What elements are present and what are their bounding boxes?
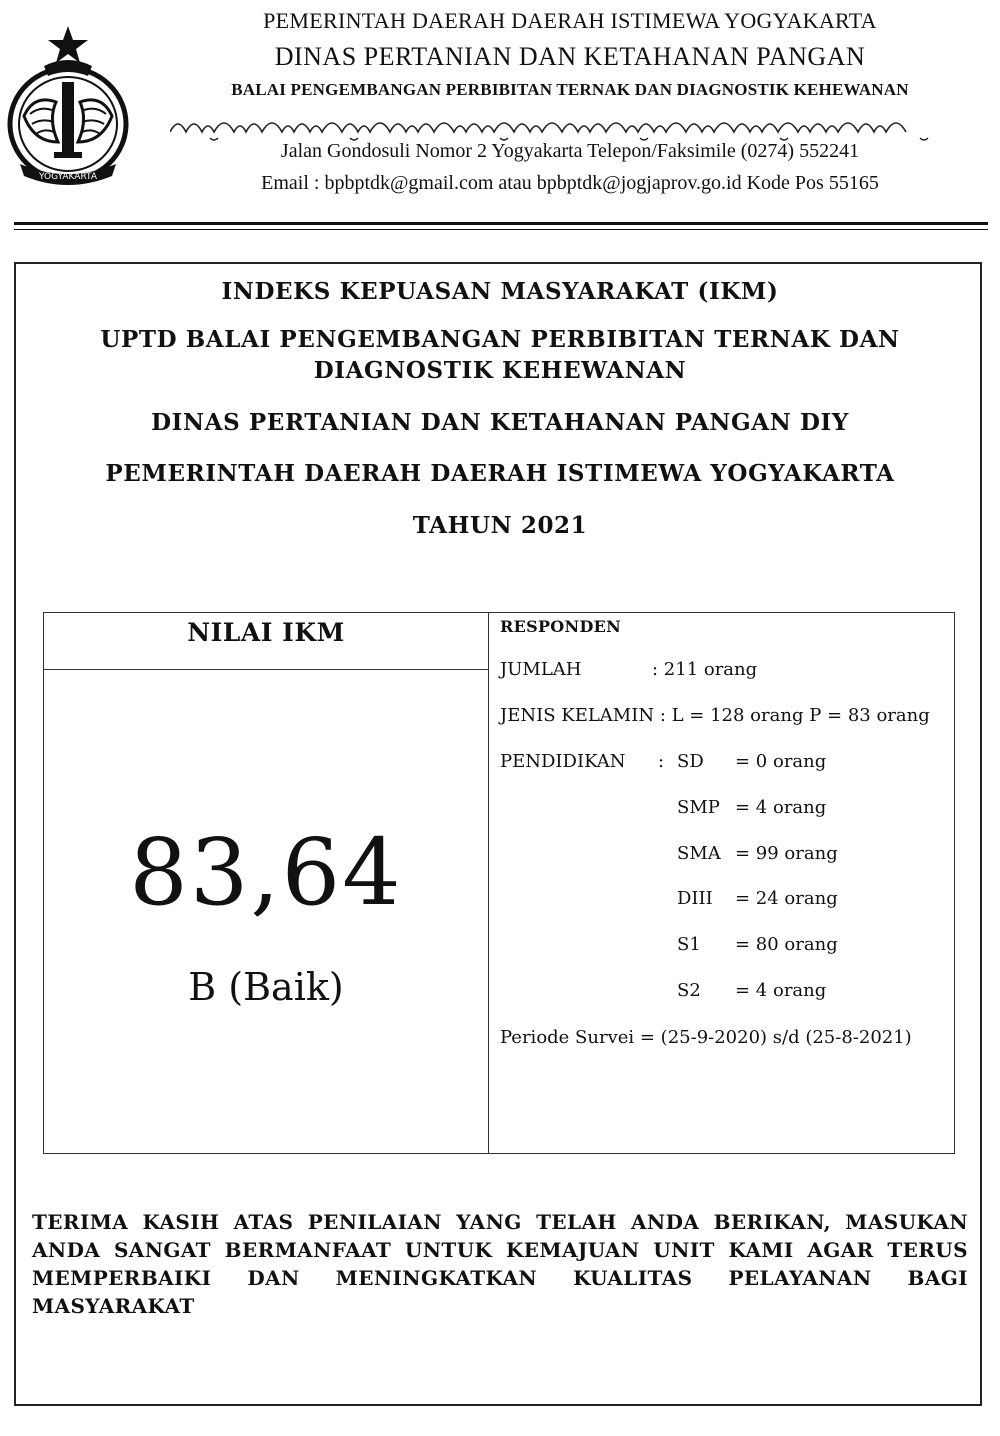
respondent-header: RESPONDEN <box>500 617 622 636</box>
education-row <box>677 796 827 818</box>
education-level: SMA <box>677 842 721 864</box>
ikm-score-column <box>44 613 489 1153</box>
ikm-grade: B (Baik) <box>188 965 344 1009</box>
education-count: = 99 orang <box>735 842 838 864</box>
respondent-column <box>489 613 954 1153</box>
respondent-gender-value: : L = 128 orang P = 83 orang <box>659 705 930 726</box>
letterhead-contact: Email : bpbptdk@gmail.com atau bpbptdk@jogjaprov.go.id Kode Pos 55165 <box>261 172 879 194</box>
javanese-script-decoration <box>170 112 990 142</box>
svg-text:YOGYAKARTA: YOGYAKARTA <box>38 172 98 182</box>
education-count: = 4 orang <box>735 796 827 818</box>
respondent-education-row <box>500 751 665 772</box>
title-pemda: PEMERINTAH DAERAH DAERAH ISTIMEWA YOGYAKARTA <box>105 460 895 487</box>
education-level: SD <box>677 751 704 772</box>
letterhead <box>0 0 1000 225</box>
respondent-gender-row <box>500 705 930 726</box>
letterhead-unit: BALAI PENGEMBANGAN PERBIBITAN TERNAK DAN DIAGNOSTIK KEHEWANAN <box>231 80 909 99</box>
letterhead-rule-thick <box>14 222 988 225</box>
respondent-gender-label: JENIS KELAMIN <box>500 705 655 726</box>
ikm-score-value: 83,64 <box>129 819 403 926</box>
education-count: = 0 orang <box>735 751 827 772</box>
title-uptd: UPTD BALAI PENGEMBANGAN PERBIBITAN TERNAK DAN DIAGNOSTIK KEHEWANAN <box>100 326 900 384</box>
education-row <box>677 934 838 956</box>
ikm-frame <box>14 262 982 1406</box>
education-level: S2 <box>677 980 701 1001</box>
respondent-education-label: PENDIDIKAN <box>500 751 626 772</box>
thank-you-note: TERIMA KASIH ATAS PENILAIAN YANG TELAH ANDA BERIKAN, MASUKAN ANDA SANGAT BERMANFAAT UNTUK KEMAJUAN UNIT KAMI AGAR TERUS MEMPERBAIKI DAN MENINGKATKAN KUALITAS PELAYANAN BAGI MASYARAKAT <box>32 1210 968 1318</box>
education-level: S1 <box>677 934 701 956</box>
education-row <box>677 751 827 772</box>
yogyakarta-emblem-icon <box>4 24 132 192</box>
education-count: = 24 orang <box>735 888 838 910</box>
education-count: = 80 orang <box>735 934 838 956</box>
respondent-education-colon: : <box>658 751 665 772</box>
survey-period: Periode Survei = (25-9-2020) s/d (25-8-2021) <box>500 1027 912 1048</box>
respondent-total-row <box>500 659 758 680</box>
letterhead-agency: DINAS PERTANIAN DAN KETAHANAN PANGAN <box>274 42 866 71</box>
title-dinas: DINAS PERTANIAN DAN KETAHANAN PANGAN DIY <box>151 409 849 436</box>
letterhead-government: PEMERINTAH DAERAH DAERAH ISTIMEWA YOGYAKARTA <box>263 8 877 33</box>
respondent-total-value: : 211 orang <box>652 659 758 680</box>
education-row <box>677 980 827 1001</box>
education-row <box>677 842 838 864</box>
education-level: SMP <box>677 796 720 818</box>
respondent-total-label: JUMLAH <box>500 659 582 680</box>
education-level: DIII <box>677 888 713 910</box>
ikm-score-header: NILAI IKM <box>44 613 488 670</box>
title-year: TAHUN 2021 <box>412 512 588 539</box>
letterhead-address: Jalan Gondosuli Nomor 2 Yogyakarta Telepon/Faksimile (0274) 552241 <box>280 140 860 162</box>
letterhead-rule-thin <box>14 229 988 230</box>
education-row <box>677 888 838 910</box>
title-ikm: INDEKS KEPUASAN MASYARAKAT (IKM) <box>221 278 779 305</box>
ikm-table <box>43 612 955 1154</box>
education-count: = 4 orang <box>735 980 827 1001</box>
